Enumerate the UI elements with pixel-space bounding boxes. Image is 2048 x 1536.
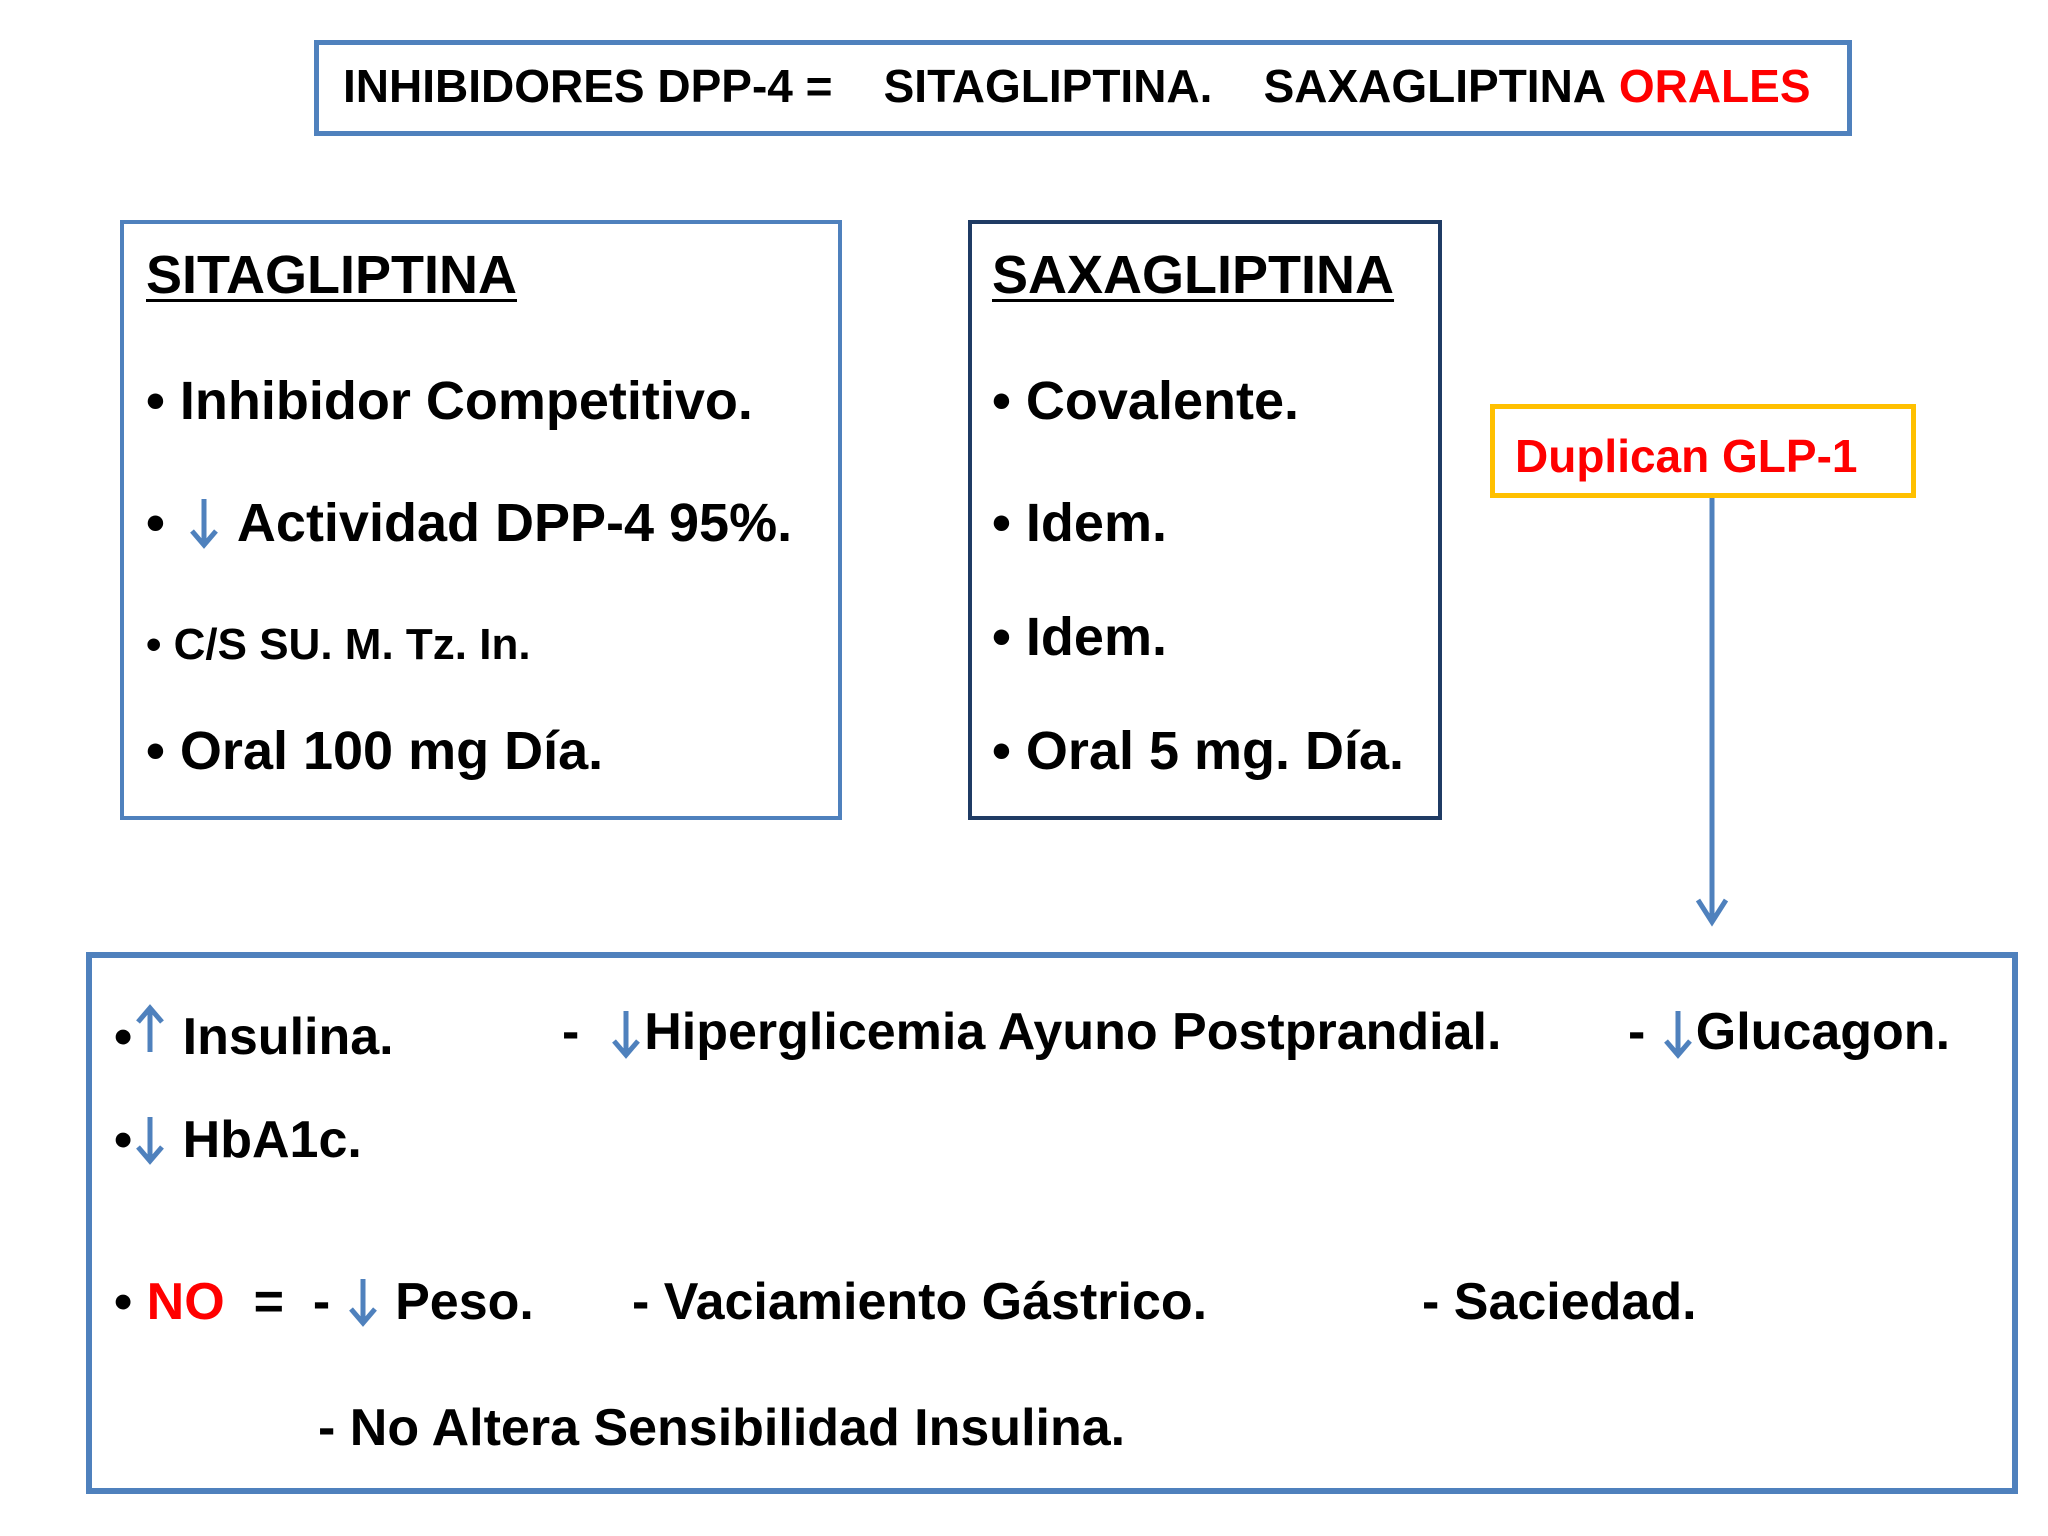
saxagliptina-heading: SAXAGLIPTINA <box>992 245 1395 305</box>
bullet-icon: • <box>146 493 165 553</box>
effect-insulina <box>114 1002 394 1067</box>
sitagliptina-item <box>146 620 531 670</box>
connector-down-arrow-icon <box>1682 498 1742 930</box>
bullet-icon: • <box>146 620 162 669</box>
title-box <box>314 40 1852 136</box>
saxagliptina-item-text: Idem. <box>1025 493 1167 553</box>
effect-sensibilidad: - No Altera Sensibilidad Insulina. <box>318 1399 1126 1457</box>
effect-glucagon-text: Glucagon. <box>1695 1003 1951 1061</box>
effect-no-row <box>114 1272 534 1332</box>
bullet-icon: • <box>146 371 165 431</box>
sitagliptina-item-text: C/S SU. M. Tz. In. <box>173 620 531 669</box>
effect-saciedad: - Saciedad. <box>1422 1273 1697 1331</box>
saxagliptina-box <box>968 220 1442 820</box>
down-arrow-icon <box>184 495 224 551</box>
down-arrow-icon <box>608 1005 644 1061</box>
bullet-icon: • <box>992 371 1011 431</box>
duplican-label: Duplican GLP-1 <box>1515 430 1858 482</box>
sitagliptina-item-text: Actividad DPP-4 95%. <box>236 493 793 553</box>
dash: - <box>312 1273 331 1331</box>
sitagliptina-box <box>120 220 842 820</box>
sitagliptina-item-text: Inhibidor Competitivo. <box>179 371 753 431</box>
bullet-icon: • <box>146 721 165 781</box>
saxagliptina-item <box>992 720 1404 782</box>
saxagliptina-item-text: Idem. <box>1025 607 1167 667</box>
bullet-icon: • <box>992 721 1011 781</box>
sitagliptina-heading: SITAGLIPTINA <box>146 245 517 305</box>
bullet-icon: • <box>114 1273 133 1331</box>
no-label: NO <box>146 1273 225 1331</box>
bullet-icon: • <box>114 1111 133 1169</box>
effect-glucagon <box>1628 1002 1950 1062</box>
sitagliptina-item <box>146 492 792 554</box>
bullet-icon: • <box>992 607 1011 667</box>
title-highlight: ORALES <box>1618 60 1811 112</box>
saxagliptina-item-text: Covalente. <box>1025 371 1300 431</box>
saxagliptina-item <box>992 492 1167 554</box>
down-arrow-icon <box>1660 1005 1696 1061</box>
down-arrow-icon <box>132 1111 168 1167</box>
dash: - <box>562 1003 580 1061</box>
effect-hiperglicemia <box>562 1002 1501 1062</box>
dash: - <box>1628 1003 1646 1061</box>
saxagliptina-item-text: Oral 5 mg. Día. <box>1025 721 1405 781</box>
down-arrow-icon <box>345 1273 381 1329</box>
effect-peso-text: Peso. <box>395 1273 534 1331</box>
saxagliptina-item <box>992 370 1299 432</box>
title-prefix: INHIBIDORES DPP-4 = <box>343 60 833 112</box>
sitagliptina-item-text: Oral 100 mg Día. <box>179 721 604 781</box>
effect-hiperglicemia-text: Hiperglicemia Ayuno Postprandial. <box>644 1003 1502 1061</box>
equals-sign: = <box>253 1273 284 1331</box>
up-arrow-icon <box>132 1002 168 1058</box>
effect-hba1c-text: HbA1c. <box>182 1111 362 1169</box>
effect-insulina-text: Insulina. <box>182 1008 394 1066</box>
sitagliptina-item <box>146 370 753 432</box>
bullet-icon: • <box>114 1008 133 1066</box>
sitagliptina-item <box>146 720 603 782</box>
saxagliptina-item <box>992 606 1167 668</box>
title-drug-2: SAXAGLIPTINA <box>1263 60 1607 112</box>
effect-vaciamiento: - Vaciamiento Gástrico. <box>632 1273 1208 1331</box>
title-drug-1: SITAGLIPTINA. <box>883 60 1213 112</box>
effects-box <box>86 952 2018 1494</box>
title-row <box>343 59 1811 113</box>
bullet-icon: • <box>992 493 1011 553</box>
duplican-callout-box <box>1490 404 1916 498</box>
effect-hba1c <box>114 1110 362 1170</box>
